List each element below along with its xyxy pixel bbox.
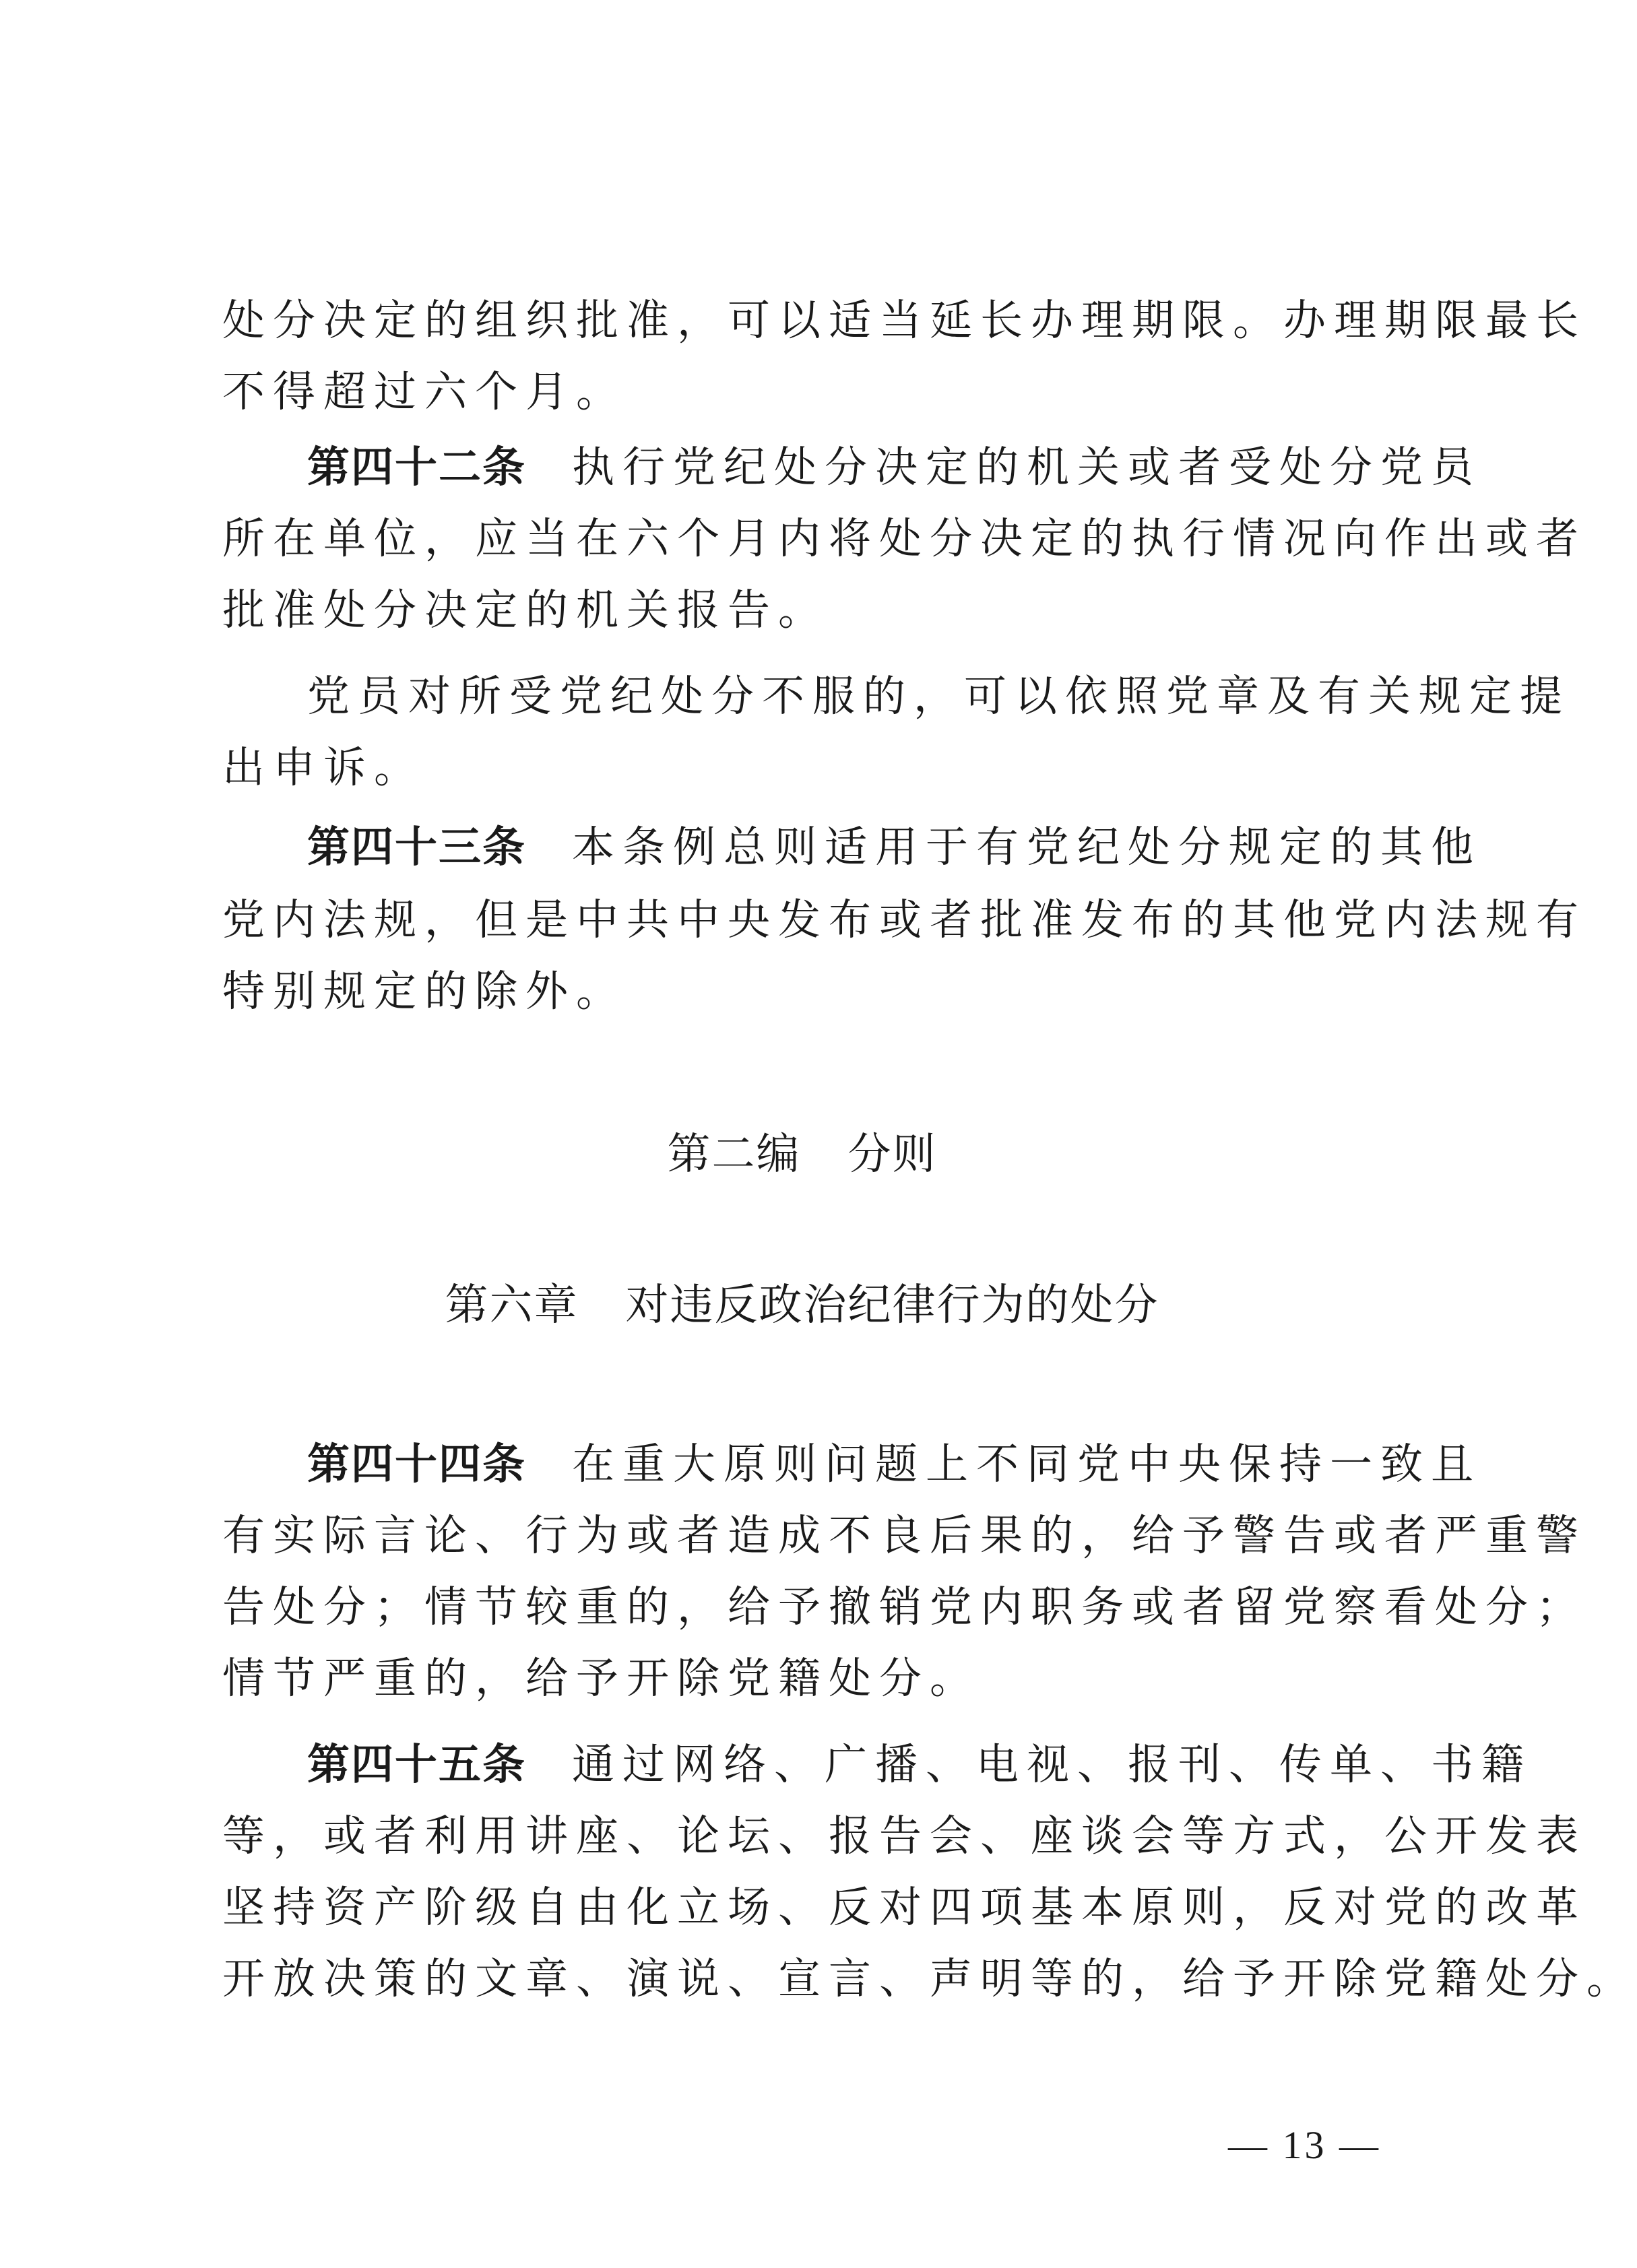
page-number: — 13 — <box>1228 2123 1381 2167</box>
text-line: 告处分；情节较重的，给予撤销党内职务或者留党察看处分； <box>222 1582 1586 1631</box>
text-line: 党内法规，但是中共中央发布或者批准发布的其他党内法规有 <box>222 895 1586 944</box>
part-label: 第二编 <box>667 1130 801 1179</box>
article-45-line-1 <box>222 1738 1532 1792</box>
chapter-label: 第六章 <box>445 1281 579 1330</box>
text-line: 出申诉。 <box>222 743 424 792</box>
article-44-line-1 <box>222 1437 1481 1491</box>
article-42-text: 执行党纪处分决定的机关或者受处分党员 <box>572 443 1481 492</box>
part-title: 分则 <box>847 1130 937 1179</box>
chapter-title: 对违反政治纪律行为的处分 <box>625 1281 1159 1330</box>
text-line: 情节严重的，给予开除党籍处分。 <box>222 1654 980 1703</box>
article-43-line-1 <box>222 820 1481 874</box>
text-line: 所在单位，应当在六个月内将处分决定的执行情况向作出或者 <box>222 514 1586 563</box>
text-line: 有实际言论、行为或者造成不良后果的，给予警告或者严重警 <box>222 1511 1586 1560</box>
article-44-label: 第四十四条 <box>307 1439 526 1489</box>
text-line: 特别规定的除外。 <box>222 967 627 1016</box>
article-44-text: 在重大原则问题上不同党中央保持一致且 <box>572 1439 1481 1489</box>
chapter-heading <box>0 1278 1604 1332</box>
text-line: 处分决定的组织批准，可以适当延长办理期限。办理期限最长 <box>222 296 1586 345</box>
text-line: 开放决策的文章、演说、宣言、声明等的，给予开除党籍处分。 <box>222 1954 1637 2003</box>
article-43-label: 第四十三条 <box>307 822 526 872</box>
text-line: 等，或者利用讲座、论坛、报告会、座谈会等方式，公开发表 <box>222 1811 1586 1860</box>
article-45-text: 通过网络、广播、电视、报刊、传单、书籍 <box>572 1740 1532 1789</box>
paragraph-appeal-line-1: 党员对所受党纪处分不服的，可以依照党章及有关规定提 <box>307 672 1570 721</box>
text-line: 批准处分决定的机关报告。 <box>222 585 829 635</box>
text-line: 坚持资产阶级自由化立场、反对四项基本原则，反对党的改革 <box>222 1883 1586 1932</box>
article-45-label: 第四十五条 <box>307 1740 526 1789</box>
article-42-label: 第四十二条 <box>307 443 526 492</box>
article-43-text: 本条例总则适用于有党纪处分规定的其他 <box>572 822 1481 872</box>
part-heading <box>0 1128 1604 1181</box>
article-42-line-1 <box>222 441 1481 494</box>
text-line: 不得超过六个月。 <box>222 367 627 416</box>
